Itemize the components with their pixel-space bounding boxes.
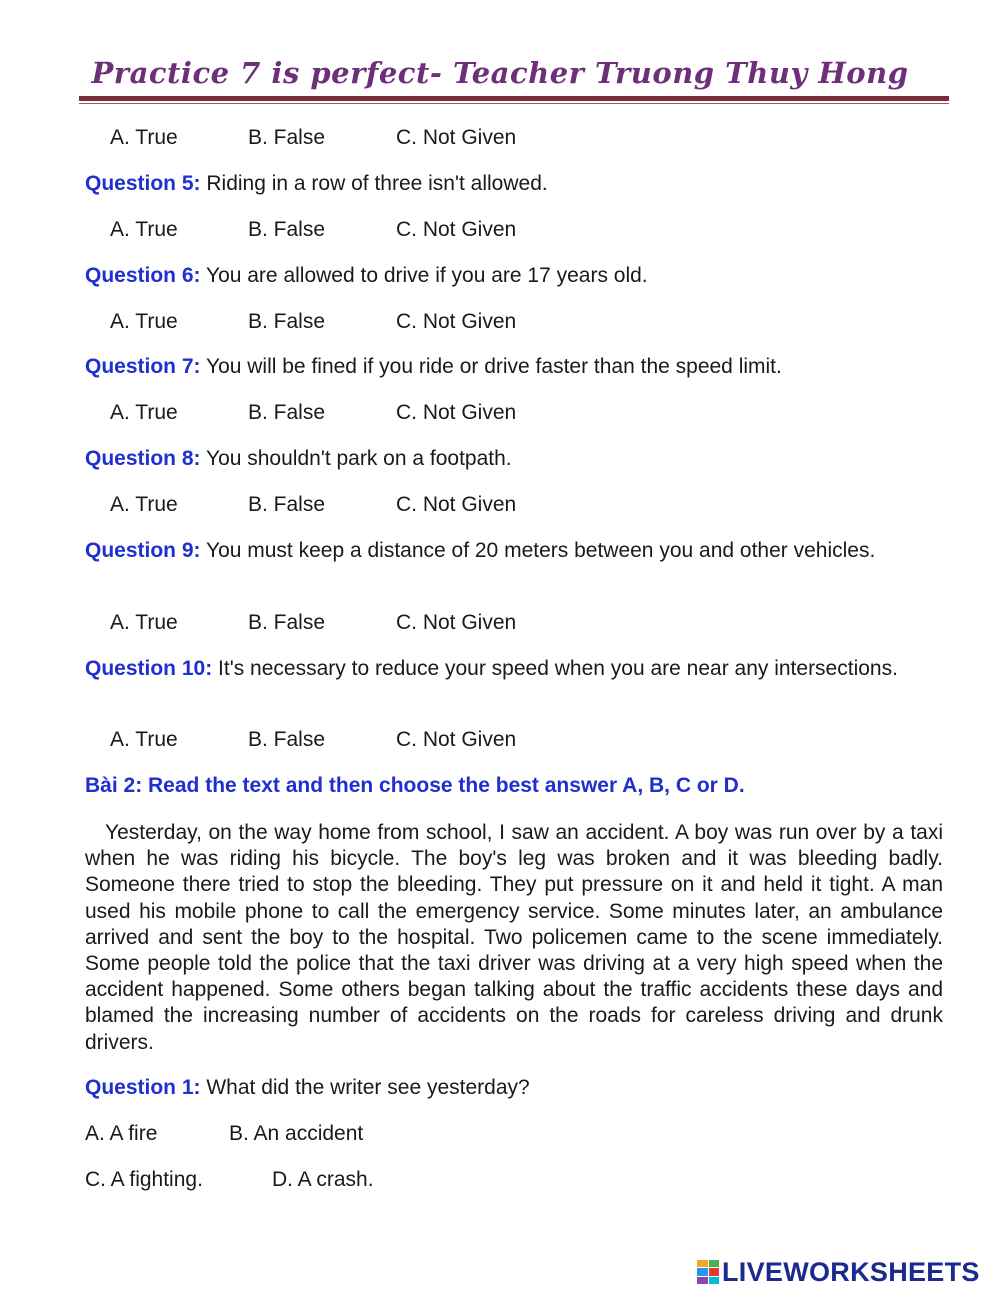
question-label: Question 7:: [85, 355, 201, 378]
option-true: A. True: [110, 310, 178, 333]
question-label: Question 10:: [85, 657, 213, 680]
option-true: A. True: [110, 493, 178, 516]
option-c: C. A fighting.: [85, 1168, 203, 1191]
question-label: Question 6:: [85, 264, 201, 287]
option-true: A. True: [110, 126, 178, 149]
option-false: B. False: [248, 401, 326, 424]
question-text: You are allowed to drive if you are 17 years old.: [205, 264, 648, 287]
liveworksheets-brand: LIVEWORKSHEETS: [722, 1256, 980, 1287]
reading-passage: Yesterday, on the way home from school, I saw an accident. A boy was run over by a taxi when he was riding his bicycle. The boy's leg was broken and it was bleeding badly. Someone there tried to stop the bleeding. They put pressure on it and held it tight. A man used his mobile phone to call the emergency service. Some minutes later, an ambulance arrived and sent the boy to the hospital. Two policemen came to the scene immediately. Some people told the police that the taxi driver was driving at a very high speed when the accident happened. Some others began talking about the traffic accidents these days and blamed the increasing number of accidents on the roads for careless driving and drunk drivers.: [85, 821, 943, 1054]
question-6: [85, 263, 648, 289]
option-false: B. False: [248, 611, 326, 634]
option-not-given: C. Not Given: [396, 401, 517, 424]
option-d: D. A crash.: [272, 1168, 374, 1191]
option-not-given: C. Not Given: [396, 310, 517, 333]
question-text: You must keep a distance of 20 meters between you and other vehicles.: [205, 539, 876, 562]
option-false: B. False: [248, 126, 326, 149]
question-10: [85, 656, 943, 682]
liveworksheets-logo: [697, 1256, 980, 1288]
question-8: [85, 446, 512, 472]
header-divider-thin: [79, 103, 949, 104]
option-true: A. True: [110, 401, 178, 424]
option-b: B. An accident: [229, 1122, 364, 1145]
option-not-given: C. Not Given: [396, 493, 517, 516]
question-7: [85, 354, 782, 380]
question-text: It's necessary to reduce your speed when you are near any intersections.: [218, 657, 898, 680]
option-true: A. True: [110, 218, 178, 241]
option-false: B. False: [248, 493, 326, 516]
page-header-title: Practice 7 is perfect- Teacher Truong Thuy Hong: [91, 56, 909, 90]
option-false: B. False: [248, 218, 326, 241]
question-label: Question 8:: [85, 447, 201, 470]
question-text: You shouldn't park on a footpath.: [205, 447, 512, 470]
section-2-question-1: [85, 1075, 530, 1101]
option-not-given: C. Not Given: [396, 126, 517, 149]
question-label: Question 1:: [85, 1076, 201, 1099]
question-text: What did the writer see yesterday?: [206, 1076, 530, 1099]
option-true: A. True: [110, 728, 178, 751]
option-false: B. False: [248, 728, 326, 751]
question-label: Question 9:: [85, 539, 201, 562]
option-a: A. A fire: [85, 1122, 158, 1145]
section-2-title: Bài 2: Read the text and then choose the best answer A, B, C or D.: [85, 774, 745, 797]
option-not-given: C. Not Given: [396, 728, 517, 751]
question-text: You will be fined if you ride or drive faster than the speed limit.: [205, 355, 782, 378]
option-true: A. True: [110, 611, 178, 634]
question-9: [85, 538, 943, 564]
question-label: Question 5:: [85, 172, 201, 195]
liveworksheets-logo-icon: [697, 1260, 719, 1284]
option-not-given: C. Not Given: [396, 218, 517, 241]
option-false: B. False: [248, 310, 326, 333]
question-text: Riding in a row of three isn't allowed.: [206, 172, 548, 195]
header-divider: [79, 96, 949, 101]
question-5: [85, 171, 548, 197]
option-not-given: C. Not Given: [396, 611, 517, 634]
